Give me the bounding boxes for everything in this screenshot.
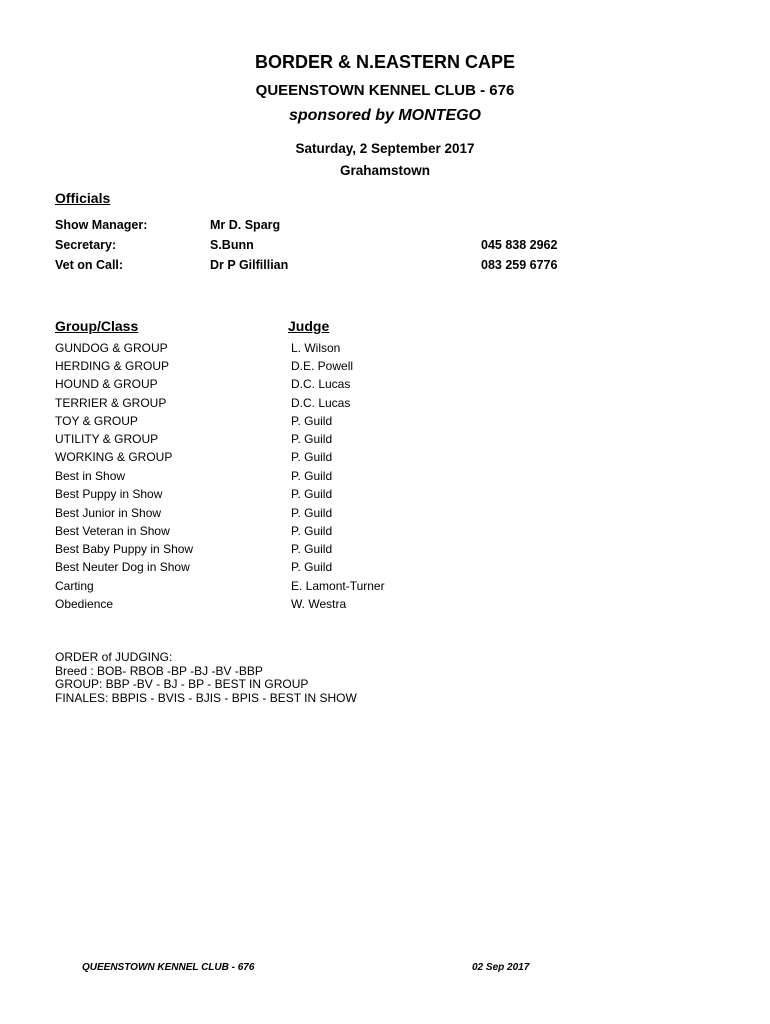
judging-row	[55, 597, 555, 615]
sponsor-line: sponsored by MONTEGO	[288, 107, 481, 124]
official-row	[55, 238, 655, 256]
class-name: Best Neuter Dog in Show	[55, 560, 190, 574]
order-group: GROUP: BBP -BV - BJ - BP - BEST IN GROUP	[55, 677, 309, 691]
official-role: Secretary:	[55, 238, 117, 252]
judge-name: P. Guild	[291, 542, 333, 556]
official-phone: 083 259 6776	[481, 258, 558, 272]
judge-name: E. Lamont-Turner	[291, 579, 385, 593]
judging-row	[55, 487, 555, 505]
footer-club: QUEENSTOWN KENNEL CLUB - 676	[82, 962, 255, 973]
judge-heading: Judge	[288, 318, 330, 334]
judge-name: D.C. Lucas	[291, 377, 351, 391]
judging-row	[55, 396, 555, 414]
judging-row	[55, 469, 555, 487]
judge-name: P. Guild	[291, 524, 333, 538]
show-date: Saturday, 2 September 2017	[295, 141, 475, 156]
class-name: HOUND & GROUP	[55, 377, 158, 391]
official-name: S.Bunn	[210, 238, 254, 252]
group-class-heading: Group/Class	[55, 318, 139, 334]
judge-name: W. Westra	[291, 597, 347, 611]
officials-heading: Officials	[55, 190, 111, 206]
official-role: Vet on Call:	[55, 258, 124, 272]
class-name: Best Veteran in Show	[55, 524, 170, 538]
class-name: Best Baby Puppy in Show	[55, 542, 194, 556]
official-name: Mr D. Sparg	[210, 218, 281, 232]
club-name: QUEENSTOWN KENNEL CLUB - 676	[255, 82, 515, 99]
judge-name: P. Guild	[291, 450, 333, 464]
official-role: Show Manager:	[55, 218, 148, 232]
class-name: TERRIER & GROUP	[55, 396, 167, 410]
judge-name: P. Guild	[291, 560, 333, 574]
footer-date: 02 Sep 2017	[472, 962, 530, 973]
judging-row	[55, 579, 555, 597]
class-name: HERDING & GROUP	[55, 359, 170, 373]
official-row	[55, 218, 655, 236]
class-name: GUNDOG & GROUP	[55, 341, 168, 355]
judging-row	[55, 560, 555, 578]
order-of-judging	[55, 651, 357, 705]
class-name: WORKING & GROUP	[55, 450, 173, 464]
class-name: Best Puppy in Show	[55, 487, 163, 501]
judging-row	[55, 506, 555, 524]
order-breed: Breed : BOB- RBOB -BP -BJ -BV -BBP	[55, 663, 263, 678]
judging-row	[55, 414, 555, 432]
class-name: TOY & GROUP	[55, 414, 138, 428]
judge-name: D.C. Lucas	[291, 396, 351, 410]
official-row	[55, 258, 655, 276]
judging-row	[55, 432, 555, 450]
judging-row	[55, 377, 555, 395]
document-title: BORDER & N.EASTERN CAPE	[254, 52, 516, 72]
order-title: ORDER of JUDGING:	[55, 650, 173, 664]
judge-name: P. Guild	[291, 469, 333, 483]
judging-row	[55, 359, 555, 377]
official-phone: 045 838 2962	[481, 238, 558, 252]
judge-name: P. Guild	[291, 414, 333, 428]
official-name: Dr P Gilfillian	[210, 258, 289, 272]
judge-name: P. Guild	[291, 432, 333, 446]
judging-row	[55, 341, 555, 359]
judge-name: P. Guild	[291, 506, 333, 520]
judge-name: D.E. Powell	[291, 359, 354, 373]
order-finales: FINALES: BBPIS - BVIS - BJIS - BPIS - BEST IN SHOW	[55, 690, 357, 705]
show-location: Grahamstown	[339, 163, 431, 178]
judge-name: P. Guild	[291, 487, 333, 501]
class-name: Carting	[55, 579, 94, 593]
class-name: Best in Show	[55, 469, 126, 483]
judge-name: L. Wilson	[291, 341, 341, 355]
judging-row	[55, 542, 555, 560]
judging-row	[55, 524, 555, 542]
class-name: Best Junior in Show	[55, 506, 162, 520]
class-name: Obedience	[55, 597, 114, 611]
judging-row	[55, 450, 555, 468]
class-name: UTILITY & GROUP	[55, 432, 159, 446]
